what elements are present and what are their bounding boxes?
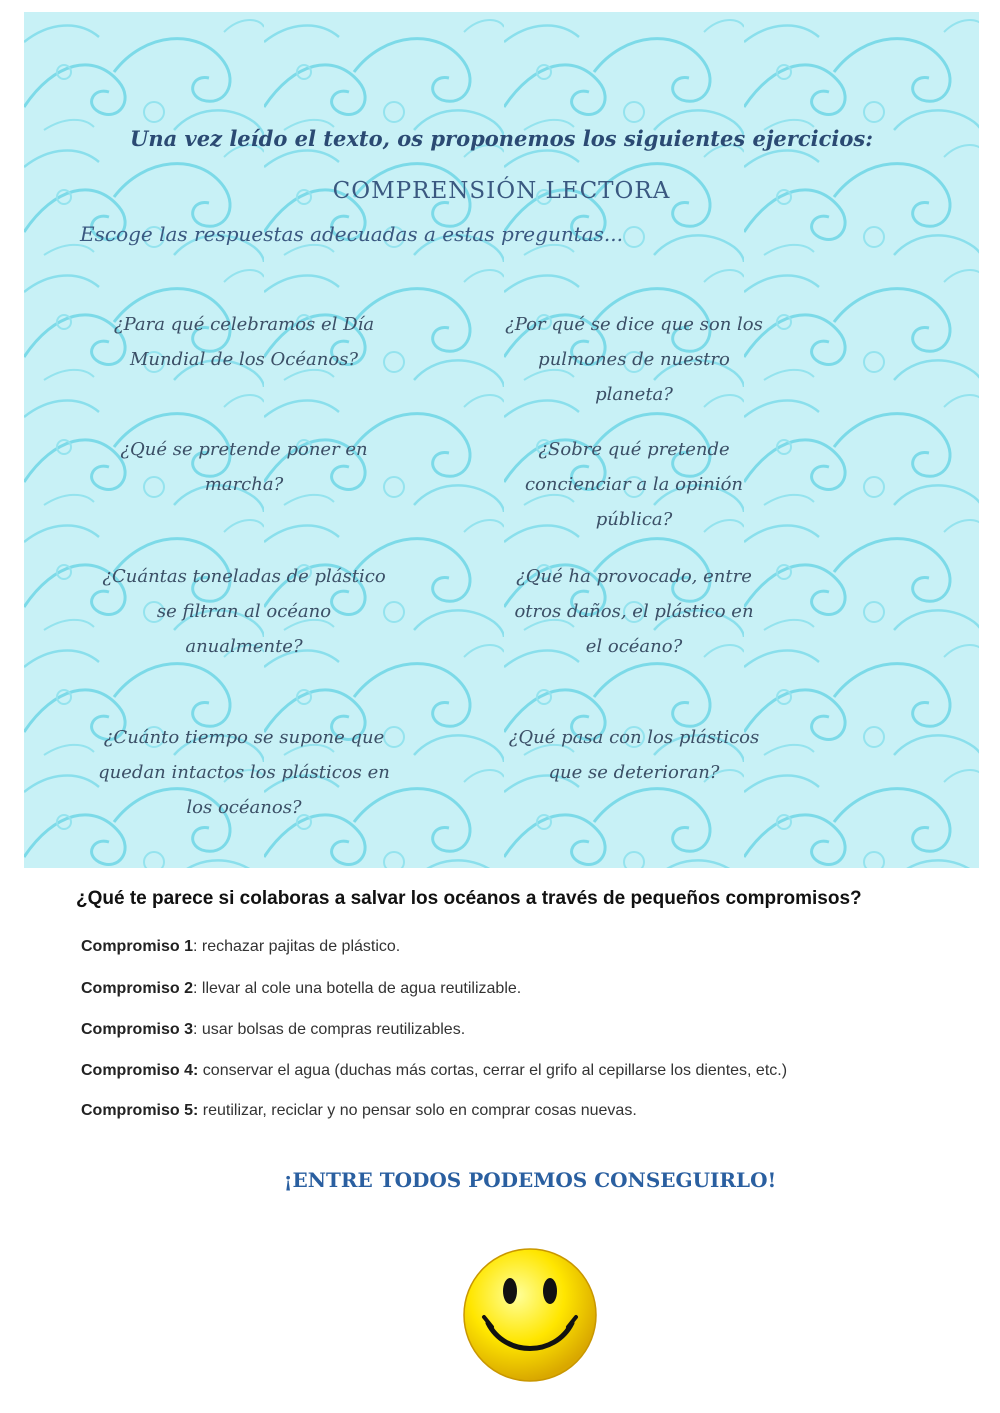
question-line: concienciar a la opinión (524, 474, 744, 495)
commitment-3 (81, 1021, 465, 1039)
question-line: pulmones de nuestro (538, 349, 730, 370)
commitment-text: : usar bolsas de compras reutilizables. (193, 1021, 466, 1038)
question-4 (484, 432, 784, 537)
question-line: se filtran al océano (156, 601, 332, 622)
question-line: ¿Qué pasa con los plásticos (508, 727, 760, 748)
question-line: quedan intactos los plásticos en (98, 762, 390, 783)
question-6 (484, 559, 784, 664)
question-line: ¿Sobre qué pretende (538, 439, 730, 460)
question-line: ¿Cuántas toneladas de plástico (102, 566, 386, 587)
commitment-5 (81, 1102, 637, 1120)
instruction: Escoge las respuestas adecuadas a estas preguntas... (80, 222, 624, 246)
commitment-4 (81, 1062, 787, 1080)
commitment-text: : llevar al cole una botella de agua reutilizable. (193, 980, 522, 997)
section-heading: COMPRENSIÓN LECTORA (332, 178, 671, 204)
intro-line: Una vez leído el texto, os proponemos los siguientes ejercicios: (130, 126, 873, 151)
question-line: anualmente? (185, 636, 303, 657)
commitment-label: Compromiso 3 (81, 1021, 194, 1038)
question-line: otros daños, el plástico en (514, 601, 754, 622)
commitment-label: Compromiso 1 (81, 938, 194, 955)
wave-panel (24, 12, 979, 868)
question-7 (74, 720, 414, 825)
commitment-label: Compromiso 2 (81, 980, 194, 997)
question-line: Mundial de los Océanos? (129, 349, 359, 370)
commitment-label: Compromiso 5: (81, 1102, 199, 1119)
question-8 (484, 720, 784, 790)
question-1 (94, 307, 394, 377)
commitment-1 (81, 938, 400, 956)
question-line: ¿Qué ha provocado, entre (516, 566, 752, 587)
question-3 (94, 432, 394, 502)
question-line: planeta? (595, 384, 673, 405)
smiley-face-icon (460, 1245, 600, 1385)
commitment-text: reutilizar, reciclar y no pensar solo en comprar cosas nuevas. (198, 1102, 637, 1119)
commitment-text: : rechazar pajitas de plástico. (193, 938, 401, 955)
question-line: ¿Por qué se dice que son los (505, 314, 763, 335)
question-2 (484, 307, 784, 412)
question-line: que se deterioran? (548, 762, 720, 783)
question-line: el océano? (585, 636, 683, 657)
question-line: los océanos? (186, 797, 302, 818)
question-5 (94, 559, 394, 664)
question-line: pública? (595, 509, 673, 530)
commitment-label: Compromiso 4: (81, 1062, 199, 1079)
question-line: ¿Para qué celebramos el Día (113, 314, 375, 335)
commitment-question: ¿Qué te parece si colaboras a salvar los océanos a través de pequeños compromisos? (76, 888, 862, 909)
question-line: marcha? (204, 474, 284, 495)
commitment-2 (81, 980, 521, 998)
question-line: ¿Cuánto tiempo se supone que (103, 727, 385, 748)
commitment-text: conservar el agua (duchas más cortas, cerrar el grifo al cepillarse los dientes, etc.) (198, 1062, 788, 1079)
slogan: ¡ENTRE TODOS PODEMOS CONSEGUIRLO! (283, 1168, 777, 1192)
question-line: ¿Qué se pretende poner en (120, 439, 368, 460)
